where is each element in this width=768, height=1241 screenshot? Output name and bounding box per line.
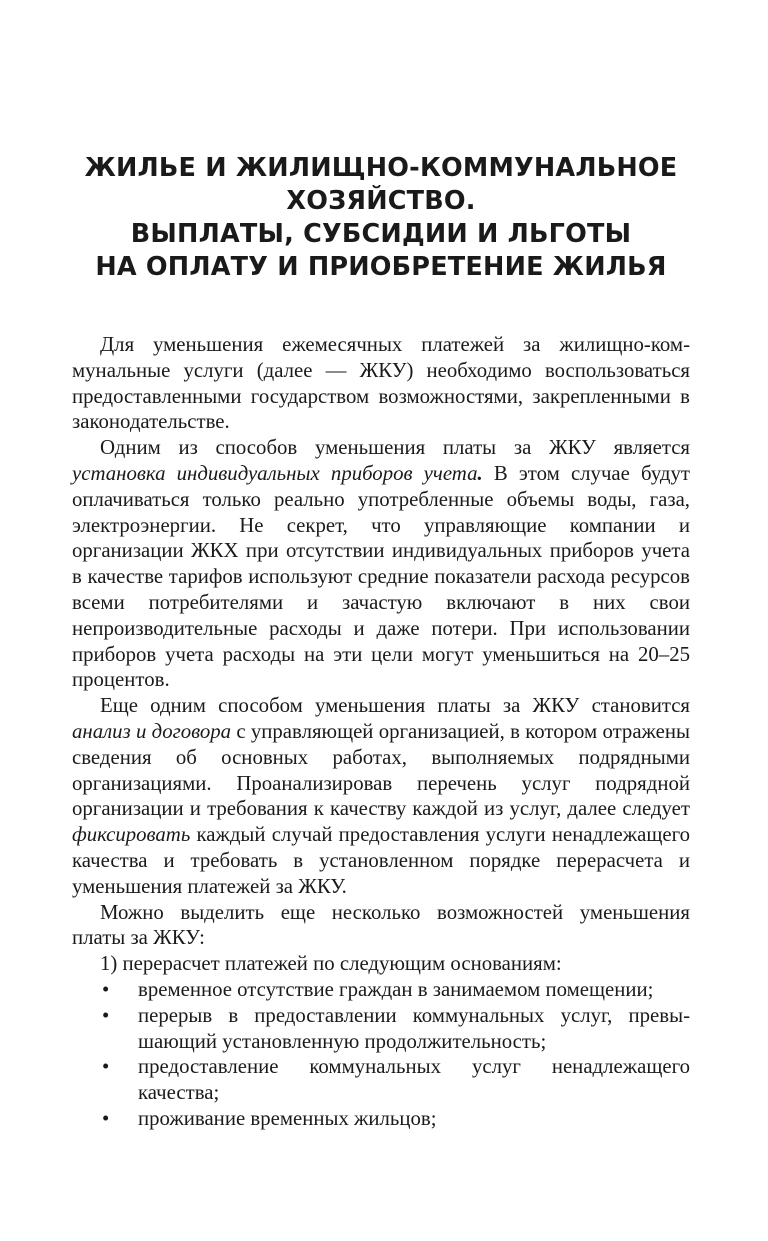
paragraph-contract-end: каждый случай предоставления услуги ненадлежащего качества и требовать в установленном порядке перерасчета и уменьшения платежей за ЖКУ. (72, 823, 690, 898)
paragraph-intro: Для уменьшения ежемесячных платежей за жилищно-коммунальные услуги (далее — ЖКУ) необходимо воспользоваться предоставленными государством возможностями, закрепленными в законодательстве. (72, 333, 690, 434)
emphasis-meters-dot: . (477, 461, 483, 485)
list-heading: 1) перерасчет платежей по следующим основаниям: (100, 952, 562, 976)
emphasis-meters: установка индивидуальных приборов учета (72, 461, 478, 485)
chapter-title-line-4: НА ОПЛАТУ И ПРИОБРЕТЕНИЕ ЖИЛЬЯ (95, 252, 667, 282)
bullet-icon: • (102, 1055, 110, 1079)
emphasis-contract-analysis: анализ и договора (72, 719, 232, 743)
book-page (72, 152, 690, 1132)
list-item (72, 1054, 690, 1106)
bullet-icon: • (102, 1106, 110, 1130)
body-text (72, 332, 690, 1132)
list-item (72, 1106, 690, 1132)
list-item (72, 1003, 690, 1055)
list-item-text: предоставление коммунальных услуг ненадлежащего качества; (138, 1055, 690, 1105)
paragraph-contract (72, 693, 690, 899)
paragraph-contract-start: Еще одним способом уменьшения платы за ЖКУ становится (100, 694, 690, 718)
list-item-text: перерыв в предоставлении коммунальных услуг, превышающий установленную продолжительность; (138, 1003, 690, 1053)
bullet-icon: • (102, 977, 110, 1001)
paragraph-meters-end: В этом случае будут оплачиваться только реально употребленные объемы воды, газа, электроэнергии. Не секрет, что управляющие компании и организации ЖКХ при отсутствии индивидуальных приборов учета в качестве тарифов используют средние показатели расхода ресурсов всеми потребителями и зачастую включают в них свои непроизводительные расходы и даже потери. При использовании приборов учета расходы на эти цели могут уменьшиться на 20–25 процентов. (72, 461, 690, 692)
chapter-title-line-2: ХОЗЯЙСТВО. (286, 186, 476, 216)
bullet-icon: • (102, 1003, 110, 1027)
list-item-text: временное отсутствие граждан в занимаемом помещении; (138, 977, 654, 1001)
emphasis-record: фиксировать (72, 823, 191, 847)
list-item (72, 977, 690, 1003)
chapter-title-line-1: ЖИЛЬЕ И ЖИЛИЩНО-КОММУНАЛЬНОЕ (84, 153, 678, 183)
paragraph-contract-middle: с управляющей организацией, в котором отражены сведения об основных работах, выполняемых подрядными организациями. Проанализировав перечень услуг подрядной организации и требования к качеству каждой из услуг, далее следует (72, 719, 690, 821)
chapter-title (64, 152, 698, 284)
paragraph-meters-start: Одним из способов уменьшения платы за ЖКУ является (100, 436, 690, 460)
chapter-title-line-3: ВЫПЛАТЫ, СУБСИДИИ И ЛЬГОТЫ (130, 219, 632, 249)
paragraph-more-options: Можно выделить еще несколько возможностей уменьшения платы за ЖКУ: (72, 900, 690, 950)
paragraph-meters (72, 435, 690, 693)
list-item-text: проживание временных жильцов; (138, 1106, 437, 1130)
